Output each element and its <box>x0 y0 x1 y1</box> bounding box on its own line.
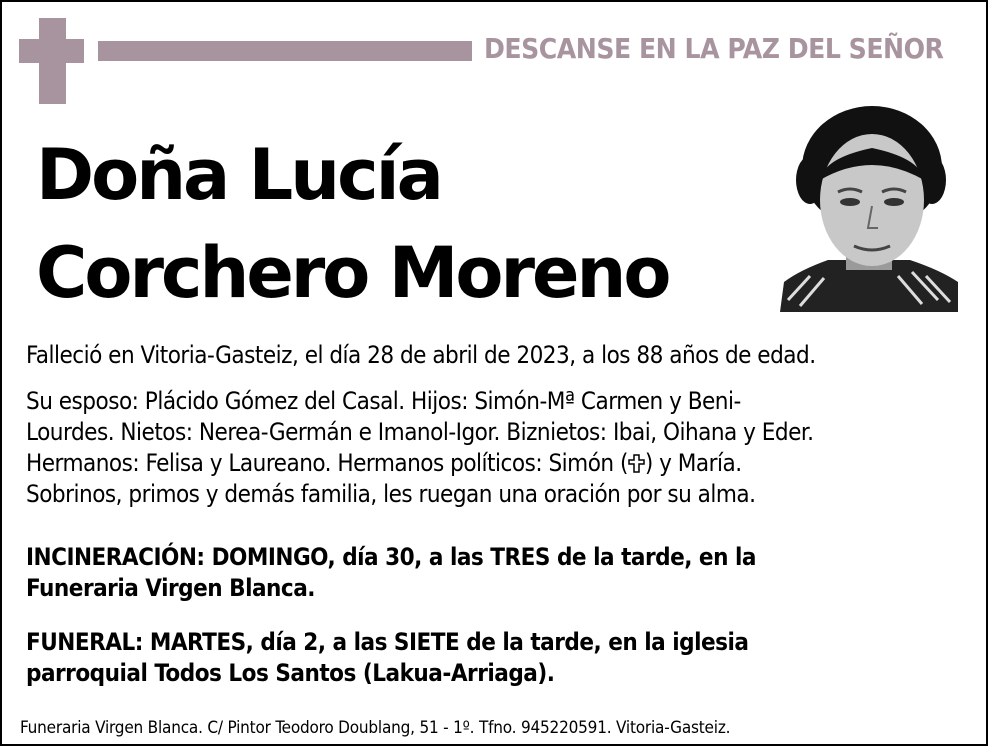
family-line-text: ) y María. <box>644 449 742 477</box>
deceased-name-line1: Doña Lucía <box>36 134 441 216</box>
header-bar <box>98 41 472 61</box>
motto: DESCANSE EN LA PAZ DEL SEÑOR <box>484 32 944 65</box>
cremation-info <box>26 542 966 604</box>
family-list <box>26 386 966 510</box>
cremation-line: INCINERACIÓN: DOMINGO, día 30, a las TRES de la tarde, en la <box>26 543 756 571</box>
funeral-line: FUNERAL: MARTES, día 2, a las SIETE de la tarde, en la iglesia <box>26 628 749 656</box>
family-line: Su esposo: Plácido Gómez del Casal. Hijos: Simón-Mª Carmen y Beni- <box>26 387 741 415</box>
cremation-line: Funeraria Virgen Blanca. <box>26 574 315 602</box>
family-line <box>26 448 966 479</box>
small-cross-icon <box>628 449 645 477</box>
portrait-photo <box>780 100 958 312</box>
funeral-line: parroquial Todos Los Santos (Lakua-Arriaga). <box>26 659 555 687</box>
footer-funeral-home: Funeraria Virgen Blanca. C/ Pintor Teodoro Doublang, 51 - 1º. Tfno. 945220591. Vitoria-Gasteiz. <box>20 718 731 738</box>
funeral-info <box>26 627 966 689</box>
family-line-text: Hermanos: Felisa y Laureano. Hermanos políticos: Simón ( <box>26 449 628 477</box>
family-line: Lourdes. Nietos: Nerea-Germán e Imanol-Igor. Biznietos: Ibai, Oihana y Eder. <box>26 418 814 446</box>
death-notice: Falleció en Vitoria-Gasteiz, el día 28 de abril de 2023, a los 88 años de edad. <box>26 341 816 369</box>
family-line: Sobrinos, primos y demás familia, les ruegan una oración por su alma. <box>26 480 756 508</box>
deceased-name-line2: Corchero Moreno <box>36 232 669 314</box>
